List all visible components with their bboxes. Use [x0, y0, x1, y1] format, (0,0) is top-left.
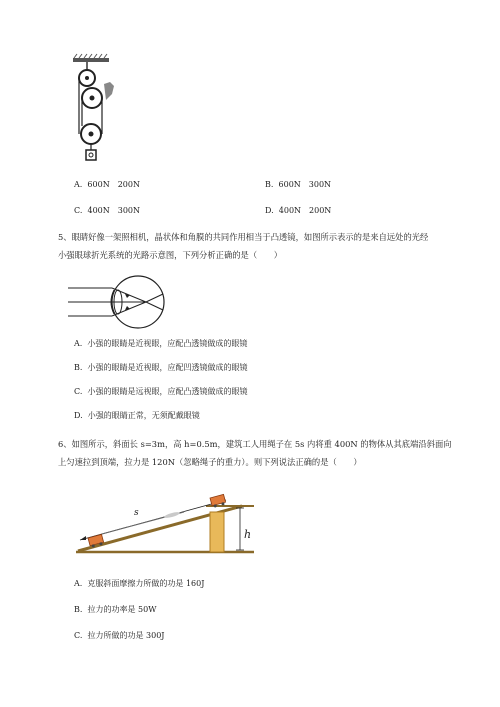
q6-stem-line2: 上匀速拉到顶端，拉力是 120N（忽略绳子的重力）。则下列说法正确的是（ ）: [58, 457, 362, 467]
q5-option-b: B. 小强的眼睛是近视眼，应配凹透镜做成的眼镜: [74, 363, 248, 372]
eye-diagram: [68, 272, 178, 332]
q6-option-c: C. 拉力所做的功是 300J: [74, 631, 165, 640]
pulley-figure: [68, 54, 128, 164]
q6-option-a: A. 克服斜面摩擦力所做的功是 160J: [74, 579, 205, 588]
q4-option-a: A. 600N 200N: [74, 180, 140, 189]
incline-label-s: s: [134, 508, 139, 518]
q4-option-d: D. 400N 200N: [265, 206, 332, 215]
q5-option-d: D. 小强的眼睛正常，无须配戴眼镜: [74, 411, 200, 420]
incline-figure: [76, 488, 256, 558]
q5-option-c: C. 小强的眼睛是远视眼，应配凸透镜做成的眼镜: [74, 387, 248, 396]
q5-stem-line1: 5、眼睛好像一架照相机，晶状体和角膜的共同作用相当于凸透镜，如图所示表示的是来自远处的光经: [58, 232, 429, 242]
q5-stem-line2: 小强眼球折光系统的光路示意图，下列分析正确的是（ ）: [58, 250, 283, 260]
q5-option-a: A. 小强的眼睛是近视眼，应配凸透镜做成的眼镜: [74, 339, 248, 348]
incline-label-h: h: [244, 528, 252, 541]
q4-option-b: B. 600N 300N: [265, 180, 332, 189]
q6-stem-line1: 6、如图所示，斜面长 s=3m，高 h=0.5m，建筑工人用绳子在 5s 内将重 400N 的物体从其底端沿斜面向: [58, 439, 452, 449]
q4-option-c: C. 400N 300N: [74, 206, 141, 215]
q6-option-b: B. 拉力的功率是 50W: [74, 605, 157, 614]
